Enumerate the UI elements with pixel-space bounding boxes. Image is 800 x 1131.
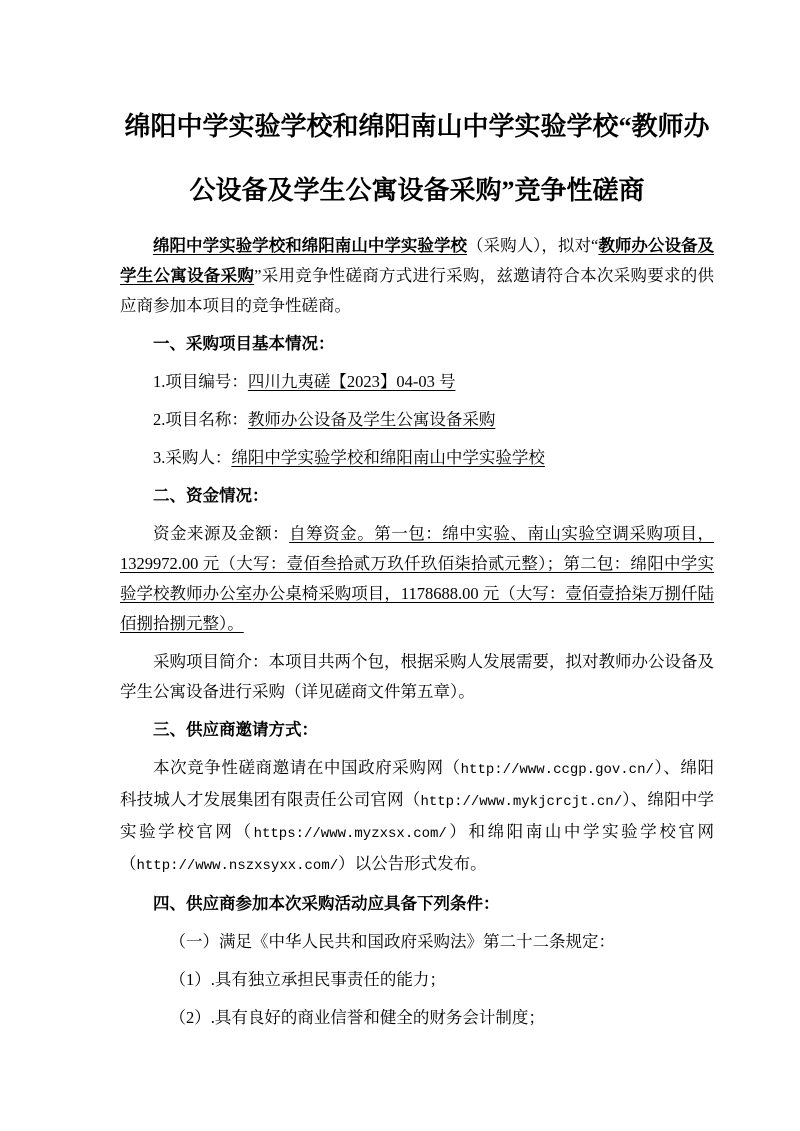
condition-item-2: （1）.具有独立承担民事责任的能力； [169,970,446,989]
section-2-heading: 二、资金情况： [153,486,269,505]
invite-text-2: ）、绵阳科技城人才发展集团有限责任公司官网（ [120,758,715,809]
condition-item-3: （2）.具有良好的商业信誉和健全的财务会计制度； [169,1008,545,1027]
purchaser-label: 3.采购人： [153,448,232,467]
purchaser-item [120,443,714,473]
invite-text-4: ）和绵阳南山中学实验学校官网（ [120,822,715,873]
purchaser-name-text: 绵阳中学实验学校和绵阳南山中学实验学校 [153,236,468,255]
title-line-1: 绵阳中学实验学校和绵阳南山中学实验学校“教师办 [124,112,710,141]
opening-mid-text: （采购人），拟对“ [467,236,599,255]
project-number-value: 四川九夷磋【2023】04-03 号 [247,372,456,391]
invite-text-3: ）、绵阳中学实验学校官网（ [120,790,715,841]
document-title [120,95,714,223]
fund-paragraph [120,519,714,639]
invite-text-1: 本次竞争性磋商邀请在中国政府采购网（ [153,758,461,777]
invite-text-5: ）以公告形式发布。 [338,854,487,873]
section-1-heading: 一、采购项目基本情况： [153,334,335,353]
project-number-item [120,367,714,397]
project-title-value: 教师办公设备及学生公寓设备采购 [247,410,496,429]
mykjcrcjt-url-text: http://www.mykjcrcjt.cn/ [420,794,623,810]
project-name-text: 教师办公设备及学生公寓设备采购 [120,236,715,285]
nszxsyxx-url-text: http://www.nszxsyxx.com/ [136,858,339,874]
project-title-item [120,405,714,435]
ccgp-url-text: http://www.ccgp.gov.cn/ [460,762,654,778]
opening-rest-text: ”采用竞争性磋商方式进行采购，兹邀请符合本次采购要求的供应商参加本项目的竞争性磋商。 [120,266,715,315]
condition-item-1: （一）满足《中华人民共和国政府采购法》第二十二条规定： [169,932,615,951]
fund-value: 自筹资金。第一包：绵中实验、南山实验空调采购项目，1329972.00 元（大写：壹佰叁拾贰万玖仟玖佰柒拾贰元整）；第二包：绵阳中学实验学校教师办公室办公桌椅采购项目，1178688.00 元（大写：壹佰壹拾柒万捌仟陆佰捌拾捌元整）。 [120,524,714,633]
invitation-paragraph [120,753,714,881]
project-number-label: 1.项目编号： [153,372,248,391]
document-content [120,95,714,1033]
purchaser-value: 绵阳中学实验学校和绵阳南山中学实验学校 [231,448,545,467]
project-brief-paragraph: 采购项目简介：本项目共两个包，根据采购人发展需要，拟对教师办公设备及学生公寓设备进行采购（详见磋商文件第五章）。 [120,652,714,701]
fund-label: 资金来源及金额： [153,524,290,543]
project-title-label: 2.项目名称： [153,410,248,429]
section-4-heading: 四、供应商参加本次采购活动应具备下列条件： [153,894,500,913]
title-line-2: 公设备及学生公寓设备采购”竞争性磋商 [189,176,645,205]
opening-paragraph [120,231,714,321]
section-3-heading: 三、供应商邀请方式： [153,720,318,739]
myzxsx-url-text: https://www.myzxsx.com/ [253,826,447,842]
